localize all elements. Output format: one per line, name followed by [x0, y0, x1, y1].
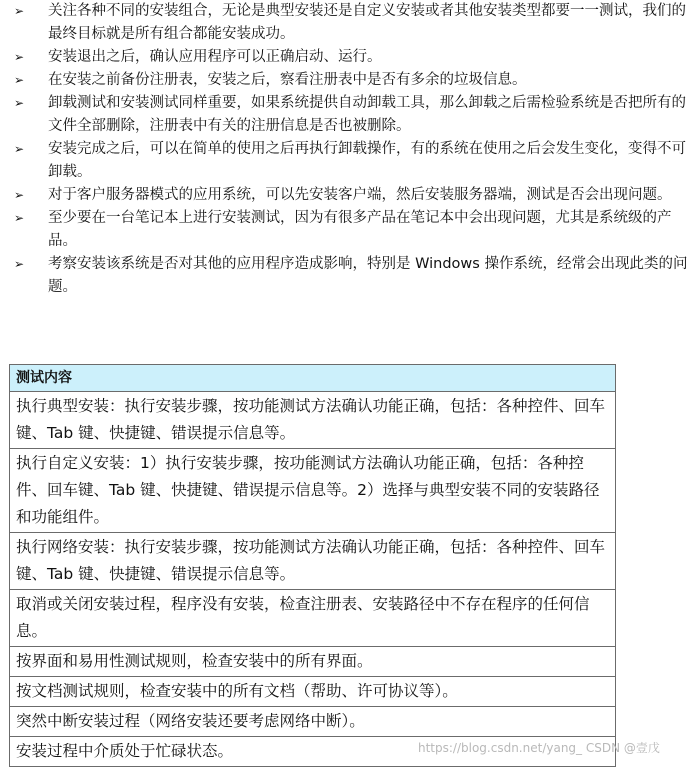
arrow-bullet-icon: ➢: [14, 257, 25, 271]
watermark: https://blog.csdn.net/yang_ CSDN @壹戊: [418, 741, 660, 755]
arrow-bullet-icon: ➢: [14, 188, 25, 202]
list-item: [0, 184, 696, 207]
list-item: [0, 92, 696, 138]
list-item-text: 至少要在一台笔记本上进行安装测试，因为有很多产品在笔记本中会出现问题，尤其是系统级的产品。: [48, 210, 672, 249]
arrow-bullet-icon: ➢: [14, 50, 25, 64]
list-item: [0, 46, 696, 69]
bullet-list: [0, 0, 696, 299]
list-item-text: 卸载测试和安装测试同样重要，如果系统提供自动卸载工具，那么卸载之后需检验系统是否把所有的文件全部删除，注册表中有关的注册信息是否也被删除。: [48, 95, 686, 134]
list-item: [0, 207, 696, 253]
arrow-bullet-icon: ➢: [14, 4, 25, 18]
list-item: [0, 138, 696, 184]
table-row: 安装过程中介质处于忙碌状态。: [16, 742, 234, 760]
arrow-bullet-icon: ➢: [14, 142, 25, 156]
table-row: 按文档测试规则，检查安装中的所有文档（帮助、许可协议等）。: [10, 677, 615, 707]
list-item-text: 对于客户服务器模式的应用系统，可以先安装客户端，然后安装服务器端，测试是否会出现问题。: [48, 187, 672, 203]
list-item-text: 考察安装该系统是否对其他的应用程序造成影响，特别是 Windows 操作系统，经常会出现此类的问题。: [48, 256, 688, 295]
list-item-text: 安装退出之后，确认应用程序可以正确启动、运行。: [48, 49, 382, 65]
table-row: 突然中断安装过程（网络安装还要考虑网络中断）。: [10, 707, 615, 737]
table-header: 测试内容: [10, 365, 615, 392]
table-row: 执行网络安装：执行安装步骤，按功能测试方法确认功能正确，包括：各种控件、回车键、Tab 键、快捷键、错误提示信息等。: [10, 533, 615, 590]
list-item-text: 安装完成之后，可以在简单的使用之后再执行卸载操作，有的系统在使用之后会发生变化，变得不可卸载。: [48, 141, 686, 180]
list-item: [0, 69, 696, 92]
arrow-bullet-icon: ➢: [14, 73, 25, 87]
table-row: 按界面和易用性测试规则，检查安装中的所有界面。: [10, 647, 615, 677]
test-content-table: [9, 364, 616, 767]
table-row: 执行典型安装：执行安装步骤，按功能测试方法确认功能正确，包括：各种控件、回车键、Tab 键、快捷键、错误提示信息等。: [10, 392, 615, 449]
arrow-bullet-icon: ➢: [14, 211, 25, 225]
list-item: [0, 0, 696, 46]
list-item: [0, 253, 696, 299]
table-row: 取消或关闭安装过程，程序没有安装，检查注册表、安装路径中不存在程序的任何信息。: [10, 590, 615, 647]
table-row: 执行自定义安装：1）执行安装步骤，按功能测试方法确认功能正确，包括：各种控件、回车键、Tab 键、快捷键、错误提示信息等。2）选择与典型安装不同的安装路径和功能组件。: [10, 449, 615, 533]
list-item-text: 关注各种不同的安装组合，无论是典型安装还是自定义安装或者其他安装类型都要一一测试，我们的最终目标就是所有组合都能安装成功。: [48, 3, 686, 42]
arrow-bullet-icon: ➢: [14, 96, 25, 110]
list-item-text: 在安装之前备份注册表，安装之后，察看注册表中是否有多余的垃圾信息。: [48, 72, 527, 88]
